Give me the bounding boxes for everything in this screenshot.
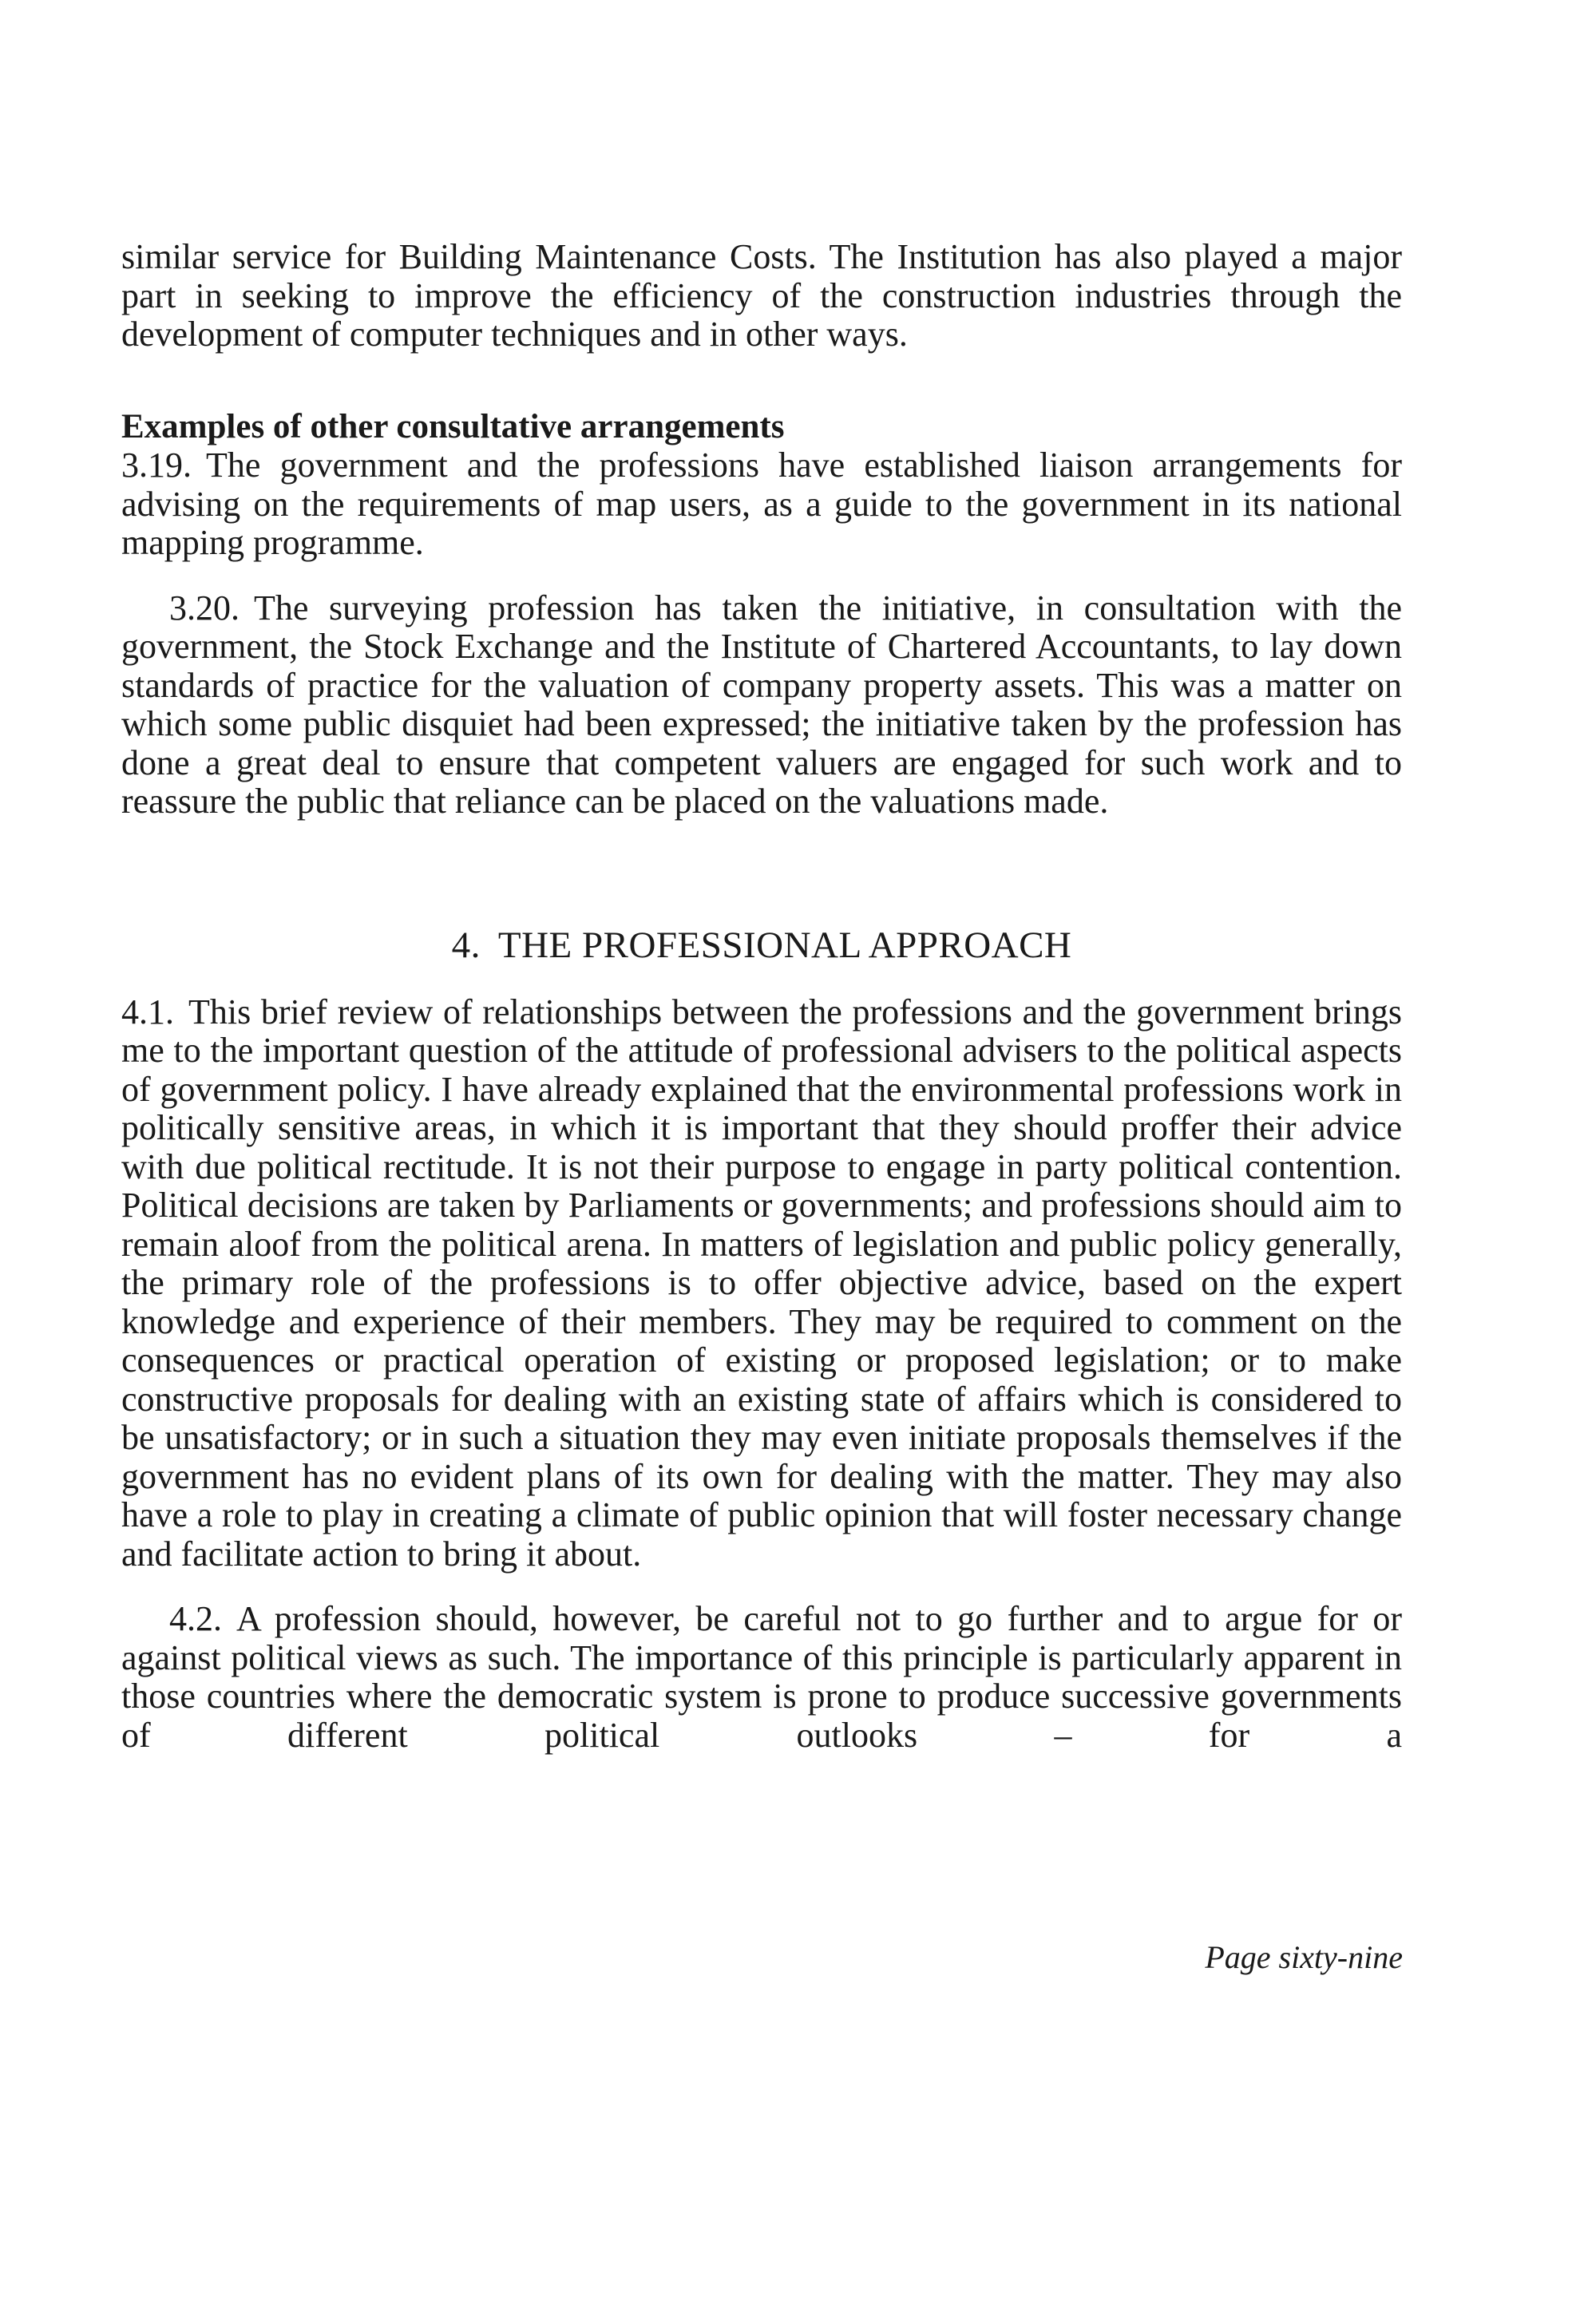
paragraph-3-19 <box>121 446 1402 563</box>
paragraph-text: The surveying profession has taken the initiative, in consultation with the government, the Stock Exchange and the Institute of Chartered Accountants, to lay down standards of practice for the valuation of company property assets. This was a matter on which some public disquiet had been expressed; the initiative taken by the profession has done a great deal to ensure that competent valuers are engaged for such work and to reassure the public that reliance can be placed on the valuations made. <box>121 588 1402 821</box>
paragraph-number: 4.2. <box>169 1599 222 1638</box>
page-number-footer: Page sixty-nine <box>1205 1939 1403 1975</box>
page-body <box>121 238 1402 1755</box>
paragraph-number: 4.1. <box>121 992 174 1031</box>
paragraph-text: This brief review of relationships between the professions and the government brings me to the important question of the attitude of professional advisers to the political aspects of government policy. I have already explained that the environmental professions work in politically sensitive areas, in which it is important that they should proffer their advice with due political rectitude. It is not their purpose to engage in party political contention. Political decisions are taken by Parliaments or governments; and professions should aim to remain aloof from the political arena. In matters of legislation and public policy generally, the primary role of the professions is to offer objective advice, based on the expert knowledge and experience of their members. They may be required to comment on the consequences or practical operation of existing or proposed legislation; or to make constructive proposals for dealing with an existing state of affairs which is considered to be unsatisfactory; or in such a situation they may even initiate proposals themselves if the government has no evident plans of its own for dealing with the matter. They may also have a role to play in creating a climate of public opinion that will foster necessary change and facilitate action to bring it about. <box>121 992 1402 1574</box>
paragraph-text: A profession should, however, be careful not to go further and to argue for or against political views as such. The importance of this principle is particularly apparent in those countries where the democratic system is prone to produce successive governments of different political outlooks – for a <box>121 1599 1402 1755</box>
paragraph-4-1 <box>121 993 1402 1574</box>
section-heading <box>121 923 1402 968</box>
paragraph-3-20 <box>121 589 1402 822</box>
paragraph-continuation: similar service for Building Maintenance Costs. The Institution has also played a major part in seeking to improve the efficiency of the construction industries through the development of computer techniques and in other ways. <box>121 237 1402 354</box>
paragraph-number: 3.20. <box>169 588 240 628</box>
section-title: THE PROFESSIONAL APPROACH <box>497 924 1072 966</box>
section-number: 4. <box>451 924 481 966</box>
paragraph-number: 3.19. <box>121 445 192 485</box>
paragraph-text: The government and the professions have established liaison arrangements for advising on the requirements of map users, as a guide to the government in its national mapping programme. <box>121 445 1402 562</box>
subheading: Examples of other consultative arrangements <box>121 407 785 445</box>
paragraph-4-2 <box>121 1600 1402 1755</box>
